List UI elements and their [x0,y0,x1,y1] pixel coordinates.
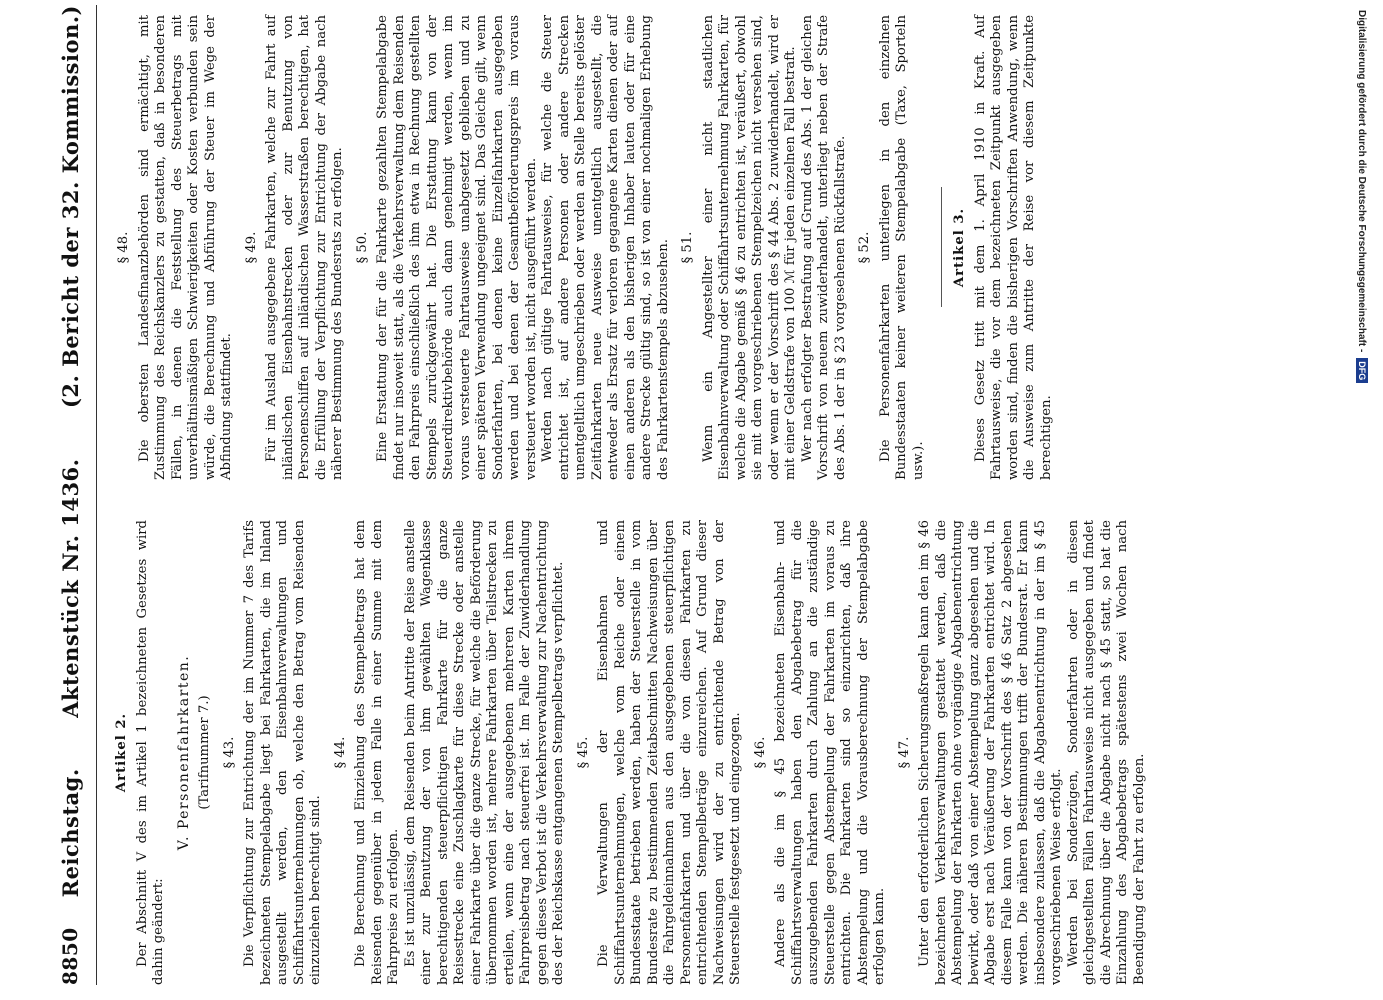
digitization-credit [1347,10,1377,990]
s48-text: Die obersten Landesfinanzbehörden sind ermächtigt, mit Zustimmung des Reichskanzlers zu gestatten, daß in besonderen Fällen, in denen die Feststellung des Steuerbetrags mit unverhältnismäßigen Schwierigkeiten oder Kosten verbunden sein würde, die Berechnung und Abführung der Steuer im Wege der Abfindung stattfindet. [136,15,234,480]
credit-text: Digitalisierung gefördert durch die Deutsche Forschungsgemeinschaft - [1356,10,1368,353]
s43-text: Die Verpflichtung zur Entrichtung der im Nummer 7 des Tarifs bezeichneten Stempelabgabe liegt bei Fahrkarten, die im Inland ausgestellt werden, den Eisenbahnverwaltungen und Schiffahrtsunternehmungen ob, welche den Betrag vom Reisenden einzuziehen berechtigt sind. [242,520,323,985]
left-column [108,520,1148,985]
s44-title: § 44. [332,736,348,769]
s51-title: § 51. [680,231,695,264]
right-column [108,15,1055,480]
tarif-number: (Tarifnummer 7.) [197,695,212,810]
s49-text: Für im Ausland ausgegebene Fahrkarten, welche zur Fahrt auf inländischen Eisenbahnstrecken oder zur Benutzung von Personenschiffen auf inländischen Wasserstraßen berechtigen, hat die Erfüllung der Verpflichtung zur Entrichtung der Abgabe nach näherer Bestimmung des Bundesrats zu erfolgen. [264,15,345,480]
s52-title: § 52. [857,231,872,264]
artikel-3-heading: Artikel 3. [952,207,967,288]
s47-text-2: Werden bei Sonderzügen, Sonderfahrten oder in diesen gleichgestellten Fällen Fahrtausweise nicht ausgegeben und findet die Abrechnung über die Abgabe nicht nach § 45 statt, so hat die Einzahlung des Abgabebetrags spätestens zwei Wochen nach Beendigung der Fahrt zu erfolgen. [1065,520,1147,985]
s52-text: Die Personenfahrkarten unterliegen in den einzelnen Bundesstaaten keiner weiteren Stempelabgabe (Taxe, Sporteln usw.). [877,15,926,480]
s51-text-2: Wer nach erfolgter Bestrafung auf Grund des Abs. 1 der gleichen Vorschrift von neuem zuwiderhandelt, unterliegt neben der Strafe des Abs. 1 der in § 23 vorgesehenen Rückfallstrafe. [799,15,848,480]
s43-title: § 43. [221,736,237,769]
artikel-2-heading: Artikel 2. [114,712,129,793]
header-center-title: Aktenstück Nr. 1436. [57,458,83,718]
dfg-logo: DFG [1356,358,1368,383]
header-rule [96,5,97,985]
s45-title: § 45. [575,736,591,769]
header-right-title: (2. Bericht der 32. Kommission.) [57,5,83,409]
s44-text-1: Die Berechnung und Einziehung des Stempelbetrags hat dem Reisenden gegenüber in jedem Falle in einer Summe mit dem Fahrpreise zu erfolgen. [353,520,401,985]
s48-title: § 48. [116,231,131,264]
artikel-3-text: Dieses Gesetz tritt mit dem 1. April 1910 in Kraft. Auf Fahrtausweise, die vor dem bezeichneten Zeitpunkt ausgegeben worden sind, finden die bisherigen Vorschriften Anwendung, wenn die Ausweise zum Antritte der Reise vor diesem Zeitpunkte berechtigen. [972,15,1054,480]
section-v-heading: V. Personenfahrkarten. [175,654,192,851]
s46-title: § 46. [752,736,768,769]
header-left-title: Reichstag. [57,768,83,898]
s50-title: § 50. [354,231,370,264]
s46-text: Andere als die im § 45 bezeichneten Eisenbahn- und Schiffahrtsverwaltungen haben den Abgabebetrag für die auszugebenden Fahrkarten durch Zahlung an die zuständige Steuerstelle gegen Abstempelung der Fahrkarten im voraus zu entrichten. Die Fahrkarten sind so einzurichten, daß ihre Abstempelung und die Vorausberechnung der Stempelabgabe erfolgen kann. [773,520,887,985]
artikel-2-intro: Der Abschnitt V des im Artikel 1 bezeichneten Gesetzes wird dahin geändert: [134,520,166,985]
s44-text-2: Es ist unzulässig, dem Reisenden beim Antritte der Reise anstelle einer zur Benutzung der von ihm gewählten Wagenklasse berechtigenden steuerpflichtigen Fahrkarte für die ganze Reisestrecke eine Zuschlagkarte für diese Strecke oder anstelle einer Fahrkarte über die ganze Strecke, für welche die Beförderung übernommen worden ist, mehrere Fahrkarten über Teilstrecken zu erteilen, wenn eine der ausgegebenen mehreren Karten ihrem Fahrpreisbetrag nach steuerfrei ist. Im Falle der Zuwiderhandlung gegen dieses Verbot ist die Verkehrsverwaltung zur Nachentrichtung des der Reichskasse entgangenen Stempelbetrags verpflichtet. [402,520,566,985]
s50-text-2: Werden nach gültige Fahrtausweise, für welche die Steuer entrichtet ist, auf andere Personen oder andere Strecken unentgeltlich umgeschrieben oder werden an Stelle bereits gelöster Zeitfahrkarten neue Ausweise unentgeltlich ausgestellt, die entweder als Ersatz für verloren gegangene Karten dienen oder auf einen anderen als den bisherigen Inhaber lauten oder für eine andere Strecke gültig sind, so ist von einer nochmaligen Erhebung des Fahrkartenstempels abzusehen. [540,15,671,480]
section-divider [941,188,942,308]
document-page [48,5,1338,985]
page-header [48,5,92,985]
s47-title: § 47. [896,736,912,769]
s45-text: Die Verwaltungen der Eisenbahnen und Schiffahrtsunternehmungen, welche vom Reiche oder einem Bundesstaate betrieben werden, haben der Steuerstelle in vom Bundesrate zu bestimmenden Zeitabschnitten Nachweisungen über die Fahrgeldeinnahmen aus den ausgegebenen steuerpflichtigen Personenfahrkarten und über die von diesen Fahrkarten zu entrichtenden Stempelbeträge einzureichen. Auf Grund dieser Nachweisungen wird der zu entrichtende Betrag von der Steuerstelle festgesetzt und eingezogen. [596,520,743,985]
s51-text-1: Wenn ein Angestellter einer nicht staatlichen Eisenbahnverwaltung oder Schiffahrtsunternehmung Fahrkarten, für welche die Abgabe gemäß § 46 zu entrichten ist, veräußert, obwohl sie mit dem vorgeschriebenen Stempelzeichen nicht versehen sind, oder wenn er der Vorschrift des § 44 Abs. 2 zuwiderhandelt, wird er mit einer Geldstrafe von 100 ℳ für jeden einzelnen Fall bestraft. [700,15,798,480]
page-number: 8850 [58,927,82,985]
s47-text-1: Unter den erforderlichen Sicherungsmaßregeln kann den im § 46 bezeichneten Verkehrsverwaltungen gestattet werden, daß die Abstempelung der Fahrkarten ohne vorgängige Abgabenentrichtung bewirkt, oder daß von einer Abstempelung ganz abgesehen und die Abgabe erst nach Veräußerung der Fahrkarten entrichtet wird. In diesem Falle kann von der Vorschrift des § 46 Satz 2 abgesehen werden. Die näheren Bestimmungen trifft der Bundesrat. Er kann insbesondere zulassen, daß die Abgabenentrichtung in der im § 45 vorgeschriebenen Weise erfolgt. [917,520,1064,985]
s49-title: § 49. [243,231,259,264]
s50-text-1: Eine Erstattung der für die Fahrkarte gezahlten Stempelabgabe findet nur insoweit statt, als die Verkehrsverwaltung dem Reisenden den Fahrpreis einschließlich des ihm etwa in Rechnung gestellten Stempels zurückgewährt hat. Die Erstattung kann von der Steuerdirektivbehörde auch dann genehmigt werden, wenn im voraus versteuerte Fahrtausweise unabgesetzt geblieben und zu einer späteren Verwendung ungeeignet sind. Das Gleiche gilt, wenn Sonderfahrten, bei denen keine Einzelfahrkarten ausgegeben werden und bei denen der Gesamtbeförderungspreis im voraus versteuert worden ist, nicht ausgeführt werden. [375,15,539,480]
